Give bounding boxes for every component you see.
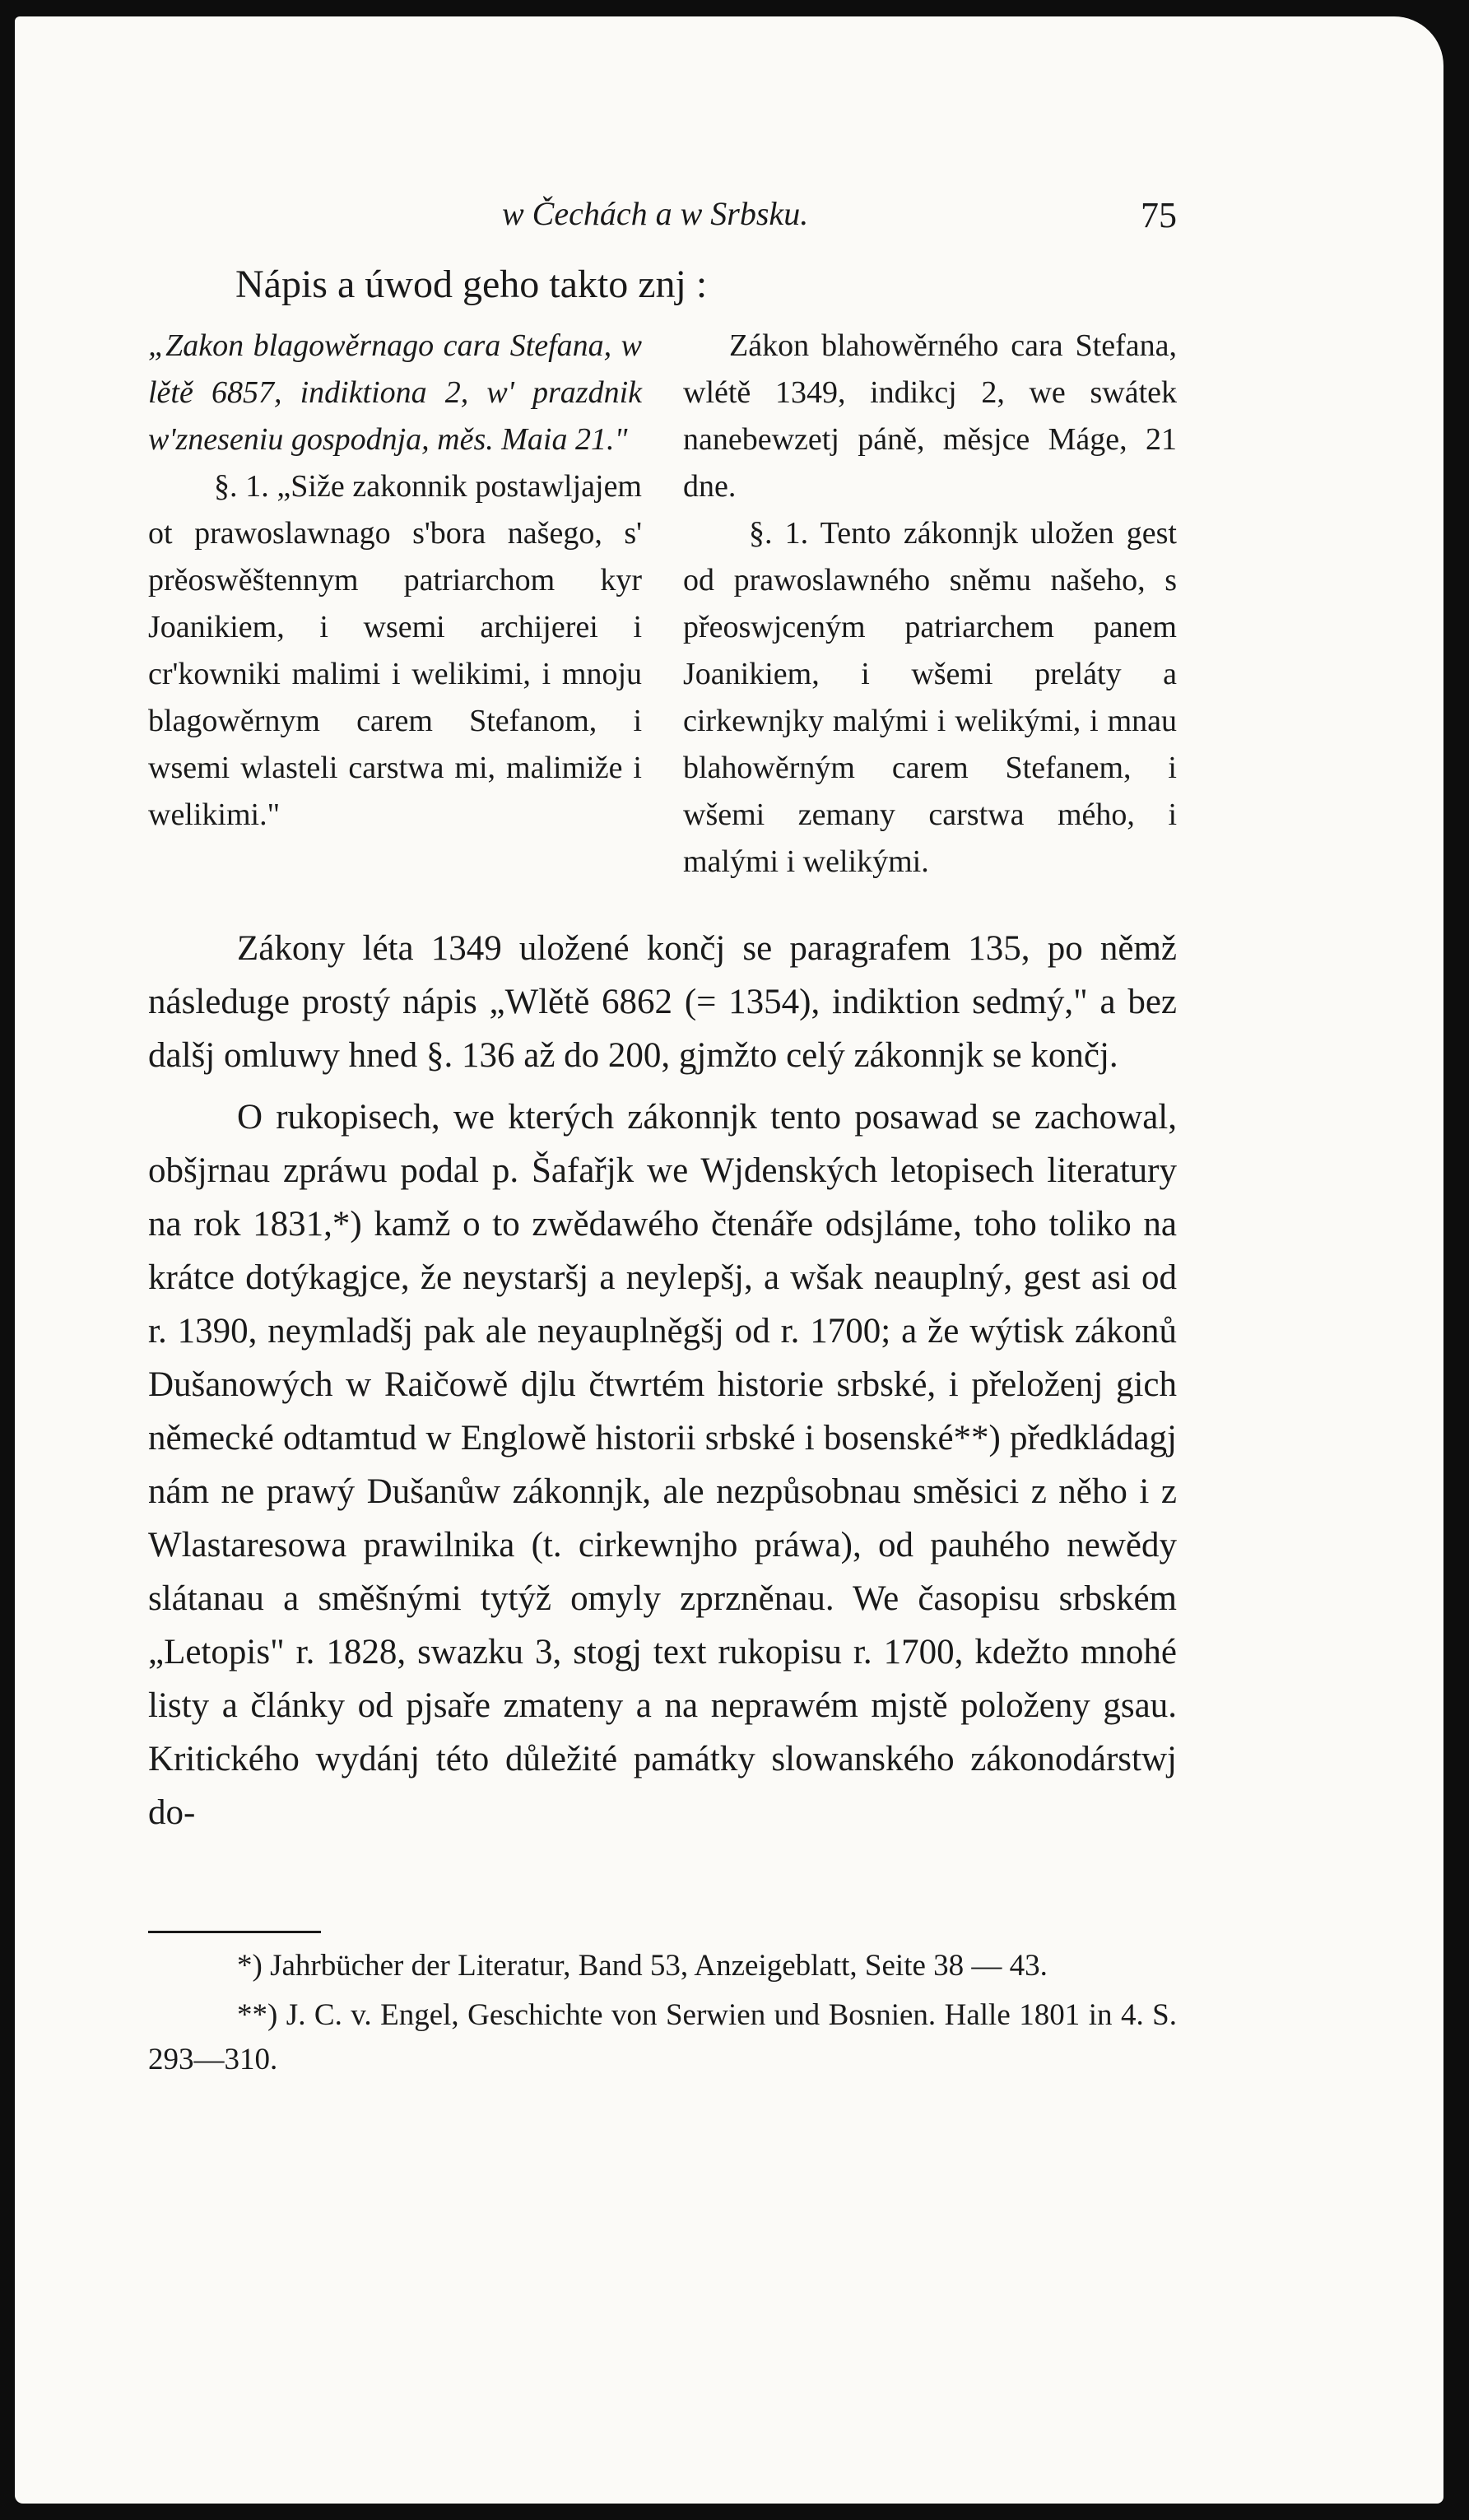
- paragraph: Zákony léta 1349 uložené končj se paragrafem 135, po němž následuge prostý nápis „Wlětě 6862 (= 1354), indiktion sedmý," a bez dalšj omluwy hned §. 136 až do 200, gjmžto celý zákonnjk se končj.: [148, 929, 1177, 1075]
- footnotes: [148, 1944, 1177, 2087]
- footnote-2: **) J. C. v. Engel, Geschichte von Serwien und Bosnien. Halle 1801 in 4. S. 293—310.: [148, 1998, 1177, 2076]
- translated-title: Zákon blahowěrného cara Stefana, wlétě 1349, indikcj 2, we swátek nanebewzetj páně, měsjce Máge, 21 dne.: [683, 328, 1177, 504]
- original-paragraph-1: §. 1. „Siže zakonnik postawljajem ot prawoslawnago s'bora našego, s' prěoswěštennym patriarchom kyr Joanikiem, i wsemi archijerei i cr'kowniki malimi i welikimi, i mnoju blagowěrnym carem Stefanom, i wsemi wlasteli carstwa mi, malimiže i welikimi.": [148, 469, 642, 832]
- main-text: [148, 922, 1177, 1839]
- paragraph: O rukopisech, we kterých zákonnjk tento posawad se zachowal, obšjrnau zpráwu podal p. Šafařjk we Wjdenských letopisech literatury na rok 1831,*) kamž o to zwědawého čtenáře odsjláme, toho toliko na krátce dotýkagjce, že neystaršj a neylepšj, a wšak neauplný, gest asi od r. 1390, neymladšj pak ale neyauplněgšj od r. 1700; a že wýtisk zákonů Dušanowých w Raičowě djlu čtwrtém historie srbské, i přeloženj gich německé odtamtud w Englowě historii srbské i bosenské**) předkládagj nám ne prawý Dušanůw zákonnjk, ale nezpůsobnau směsici z něho i z Wlastaresowa prawilnika (t. cirkewnjho práwa), od pauhého newědy slátanau a směšnými tytýž omyly zprzněnau. We časopisu srbském „Letopis" r. 1828, swazku 3, stogj text rukopisu r. 1700, kdežto mnohé listy a články od pjsaře zmateny a na neprawém mjstě položeny gsau. Kritického wydánj této důležité památky slowanského zákonodárstwj do-: [148, 1098, 1177, 1832]
- footnote-1: *) Jahrbücher der Literatur, Band 53, Anzeigeblatt, Seite 38 — 43.: [237, 1949, 1048, 1983]
- original-text-column: [148, 323, 642, 839]
- section-heading: Nápis a úwod geho takto znj :: [235, 263, 708, 306]
- page-header: [239, 191, 1177, 249]
- page-number: 75: [1141, 195, 1177, 235]
- translated-paragraph-1: §. 1. Tento zákonnjk uložen gest od prawoslawného sněmu našeho, s přeoswjceným patriarchem panem Joanikiem, i wšemi preláty a cirkewnjky malými i welikými, i mnau blahowěrným carem Stefanem, i wšemi zemany carstwa mého, i malými i welikými.: [683, 516, 1177, 879]
- translation-column: [683, 323, 1177, 886]
- footnote-divider: [148, 1931, 321, 1933]
- running-head: w Čechách a w Srbsku.: [502, 195, 809, 232]
- original-title-quote: „Zakon blagowěrnago cara Stefana, w lětě 6857, indiktiona 2, w' prazdnik w'zneseniu gospodnja, měs. Maia 21.": [148, 328, 642, 457]
